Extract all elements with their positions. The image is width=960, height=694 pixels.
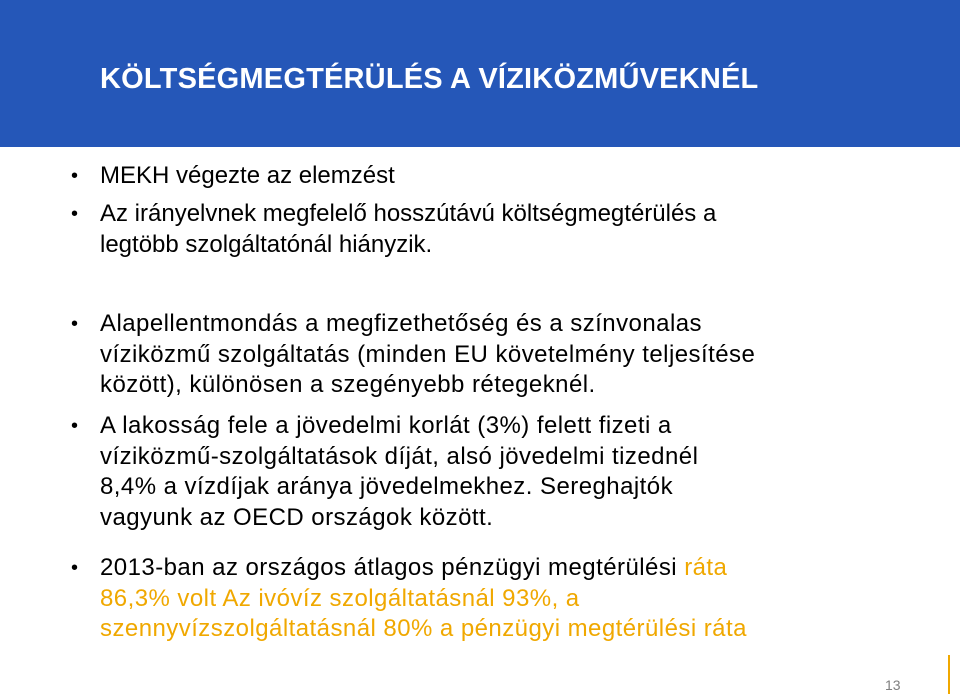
bullet-line: víziközmű szolgáltatás (minden EU követelmény teljesítése xyxy=(100,340,756,368)
page-number: 13 xyxy=(885,677,901,693)
slide-title: KÖLTSÉGMEGTÉRÜLÉS A VÍZIKÖZMŰVEKNÉL xyxy=(100,63,759,95)
bullet-text: 2013-ban az országos átlagos pénzügyi megtérülési xyxy=(100,554,685,581)
bullet-line: Az irányelvnek megfelelő hosszútávú költségmegtérülés a xyxy=(100,200,717,227)
bullet-dot-icon: • xyxy=(71,203,79,225)
bullet-item-contradiction xyxy=(71,309,880,401)
bullet-line: között), különösen a szegényebb rétegeknél. xyxy=(100,371,596,398)
bullet-item-recovery-rate xyxy=(71,553,880,645)
bullet-line xyxy=(100,553,880,584)
corner-accent-rule xyxy=(948,655,950,694)
highlight-line: szennyvízszolgáltatásnál 80% a pénzügyi megtérülési ráta xyxy=(100,615,747,642)
bullet-item-households xyxy=(71,411,880,533)
bullet-dot-icon: • xyxy=(71,165,79,187)
bullet-line: vagyunk az OECD országok között. xyxy=(100,503,494,531)
bullet-line: legtöbb szolgáltatónál hiányzik. xyxy=(100,230,433,258)
bullet-line: víziközmű-szolgáltatások díját, alsó jövedelmi tizednél xyxy=(100,442,699,470)
bullet-item-mekh xyxy=(71,161,880,192)
bullet-line: A lakosság fele a jövedelmi korlát (3%) felett fizeti a xyxy=(100,412,672,439)
bullet-dot-icon: • xyxy=(71,415,79,437)
bullet-line: 8,4% a vízdíjak aránya jövedelmekhez. Sereghajtók xyxy=(100,473,674,500)
bullet-dot-icon: • xyxy=(71,557,79,579)
highlight-line: 86,3% volt Az ivóvíz szolgáltatásnál 93%, a xyxy=(100,584,580,612)
bullet-item-directive xyxy=(71,199,880,260)
bullet-line: Alapellentmondás a megfizethetőség és a színvonalas xyxy=(100,310,702,337)
bullet-line: MEKH végezte az elemzést xyxy=(100,162,395,189)
highlight-text: ráta xyxy=(684,554,728,581)
bullet-dot-icon: • xyxy=(71,313,79,335)
